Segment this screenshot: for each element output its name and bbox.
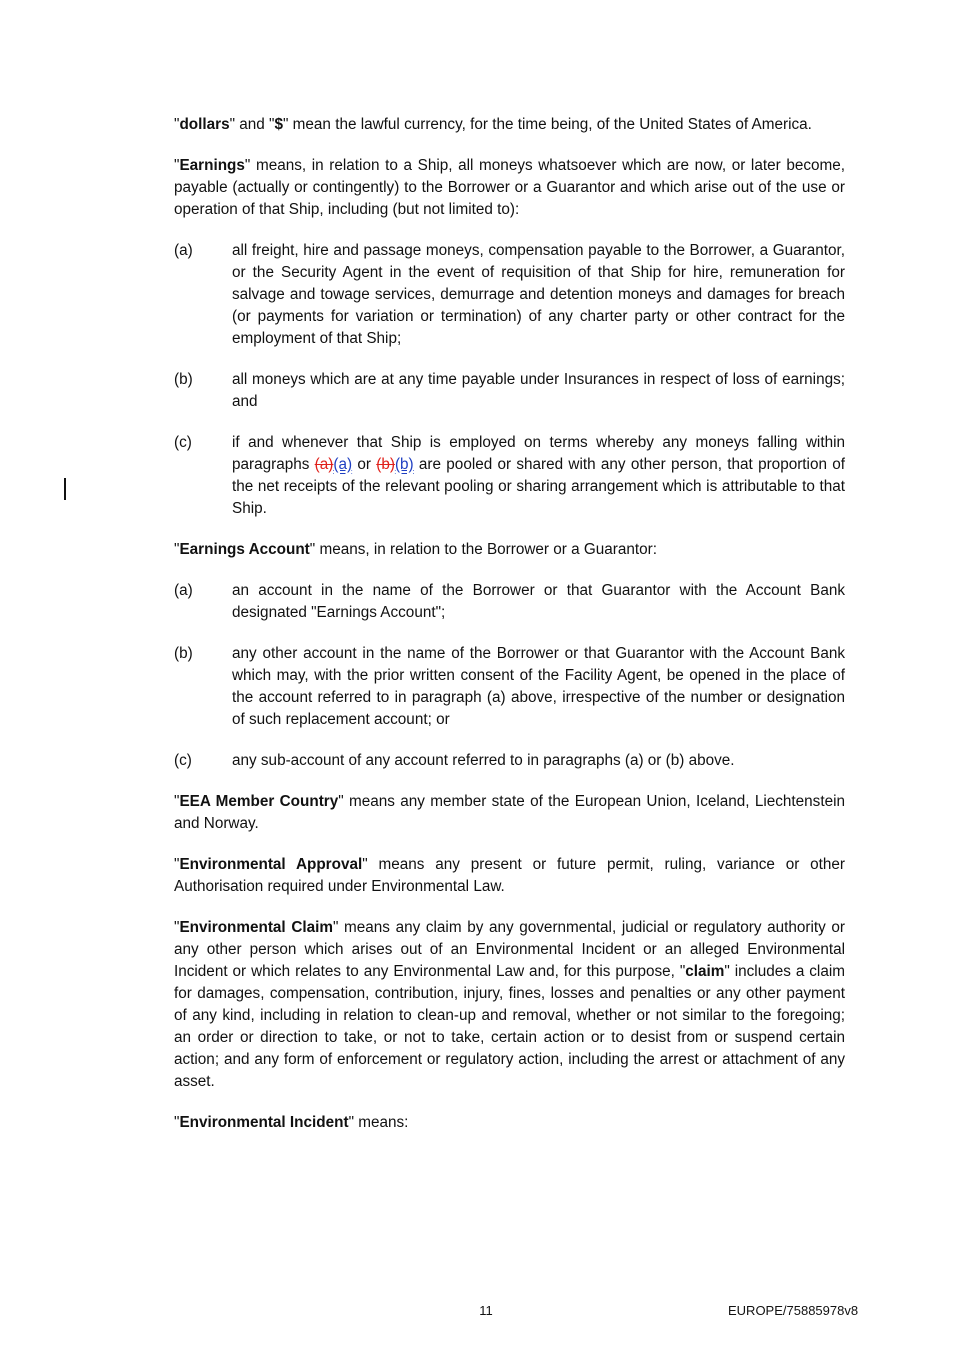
revision-change-bar xyxy=(64,478,66,500)
term: EEA Member Country xyxy=(179,793,339,810)
deleted-text: (a) xyxy=(314,456,334,473)
definition-eea-member-country: "EEA Member Country" means any member state of the European Union, Iceland, Liechtenstein and Norway. xyxy=(174,793,845,832)
item-text: all moneys which are at any time payable under Insurances in respect of loss of earnings; and xyxy=(232,371,845,410)
item-text: an account in the name of the Borrower or that Guarantor with the Account Bank designated "Earnings Account"; xyxy=(232,582,845,621)
term: dollars xyxy=(179,116,230,133)
definition-earnings-account: "Earnings Account" means, in relation to the Borrower or a Guarantor: xyxy=(174,541,657,558)
list-item xyxy=(174,750,845,772)
item-text: any other account in the name of the Borrower or that Guarantor with the Account Bank which may, with the prior written consent of the Facility Agent, be opened in the place of the account referred to in paragraph (a) above, irrespective of the number or designation of such replacement account; or xyxy=(232,645,845,728)
item-label: (b) xyxy=(174,371,193,388)
definition-earnings: "Earnings" means, in relation to a Ship, all moneys whatsoever which are now, or later become, payable (actually or contingently) to the Borrower or a Guarantor and which arise out of the use or operation of that Ship, including (but not limited to): xyxy=(174,157,845,218)
inserted-text: (a) xyxy=(333,456,353,473)
document-body xyxy=(174,114,845,1153)
item-label: (c) xyxy=(174,752,192,769)
definition-environmental-claim: "Environmental Claim" means any claim by any governmental, judicial or regulatory authority or any other person which arises out of an Environmental Incident or an alleged Environmental Incident or which relates to any Environmental Law and, for this purpose, "claim" includes a claim for damages, compensation, contribution, injury, fines, losses and penalties or any other payment of any kind, including in relation to clean-up and removal, whether or not similar to the foregoing; an order or direction to take, or not to take, certain action or to desist from or suspend certain action; and any form of enforcement or regulatory action, including the arrest or attachment of any asset. xyxy=(174,919,846,1090)
term: $ xyxy=(274,116,283,133)
definition-environmental-incident: "Environmental Incident" means: xyxy=(174,1114,409,1131)
term: Environmental Incident xyxy=(179,1114,349,1131)
list-item: (c) if and whenever that Ship is employed on terms whereby any moneys falling within paragraphs (a)(a) or (b)(b) are pooled or shared with any other person, that proportion of the net receipts of the relevant pooling or sharing arrangement which is attributable to that Ship. xyxy=(174,434,845,517)
term: claim xyxy=(685,963,725,980)
list-item xyxy=(174,369,845,413)
document-reference: EUROPE/75885978v8 xyxy=(728,1303,859,1318)
list-item xyxy=(174,240,845,350)
item-label: (a) xyxy=(174,582,193,599)
inserted-text: (b) xyxy=(394,456,414,473)
term: Environmental Approval xyxy=(179,856,363,873)
term: Environmental Claim xyxy=(179,919,333,936)
item-label: (b) xyxy=(174,645,193,662)
term: Earnings Account xyxy=(179,541,310,558)
list-item xyxy=(174,643,845,731)
term: Earnings xyxy=(179,157,245,174)
definition-dollars: "dollars" and "$" mean the lawful currency, for the time being, of the United States of America. xyxy=(174,116,812,133)
item-label: (c) xyxy=(174,434,192,451)
item-text: any sub-account of any account referred to in paragraphs (a) or (b) above. xyxy=(232,752,735,769)
deleted-text: (b) xyxy=(376,456,395,473)
definition-environmental-approval: "Environmental Approval" means any present or future permit, ruling, variance or other Authorisation required under Environmental Law. xyxy=(174,856,845,895)
page-number: 11 xyxy=(479,1303,493,1318)
item-text: all freight, hire and passage moneys, compensation payable to the Borrower, a Guarantor, or the Security Agent in the event of requisition of that Ship for hire, remuneration for salvage and towage services, demurrage and detention moneys and damages for breach (or payments for variation or termination) of any charter party or other contract for the employment of that Ship; xyxy=(232,242,845,347)
item-label: (a) xyxy=(174,242,193,259)
list-item xyxy=(174,580,845,624)
